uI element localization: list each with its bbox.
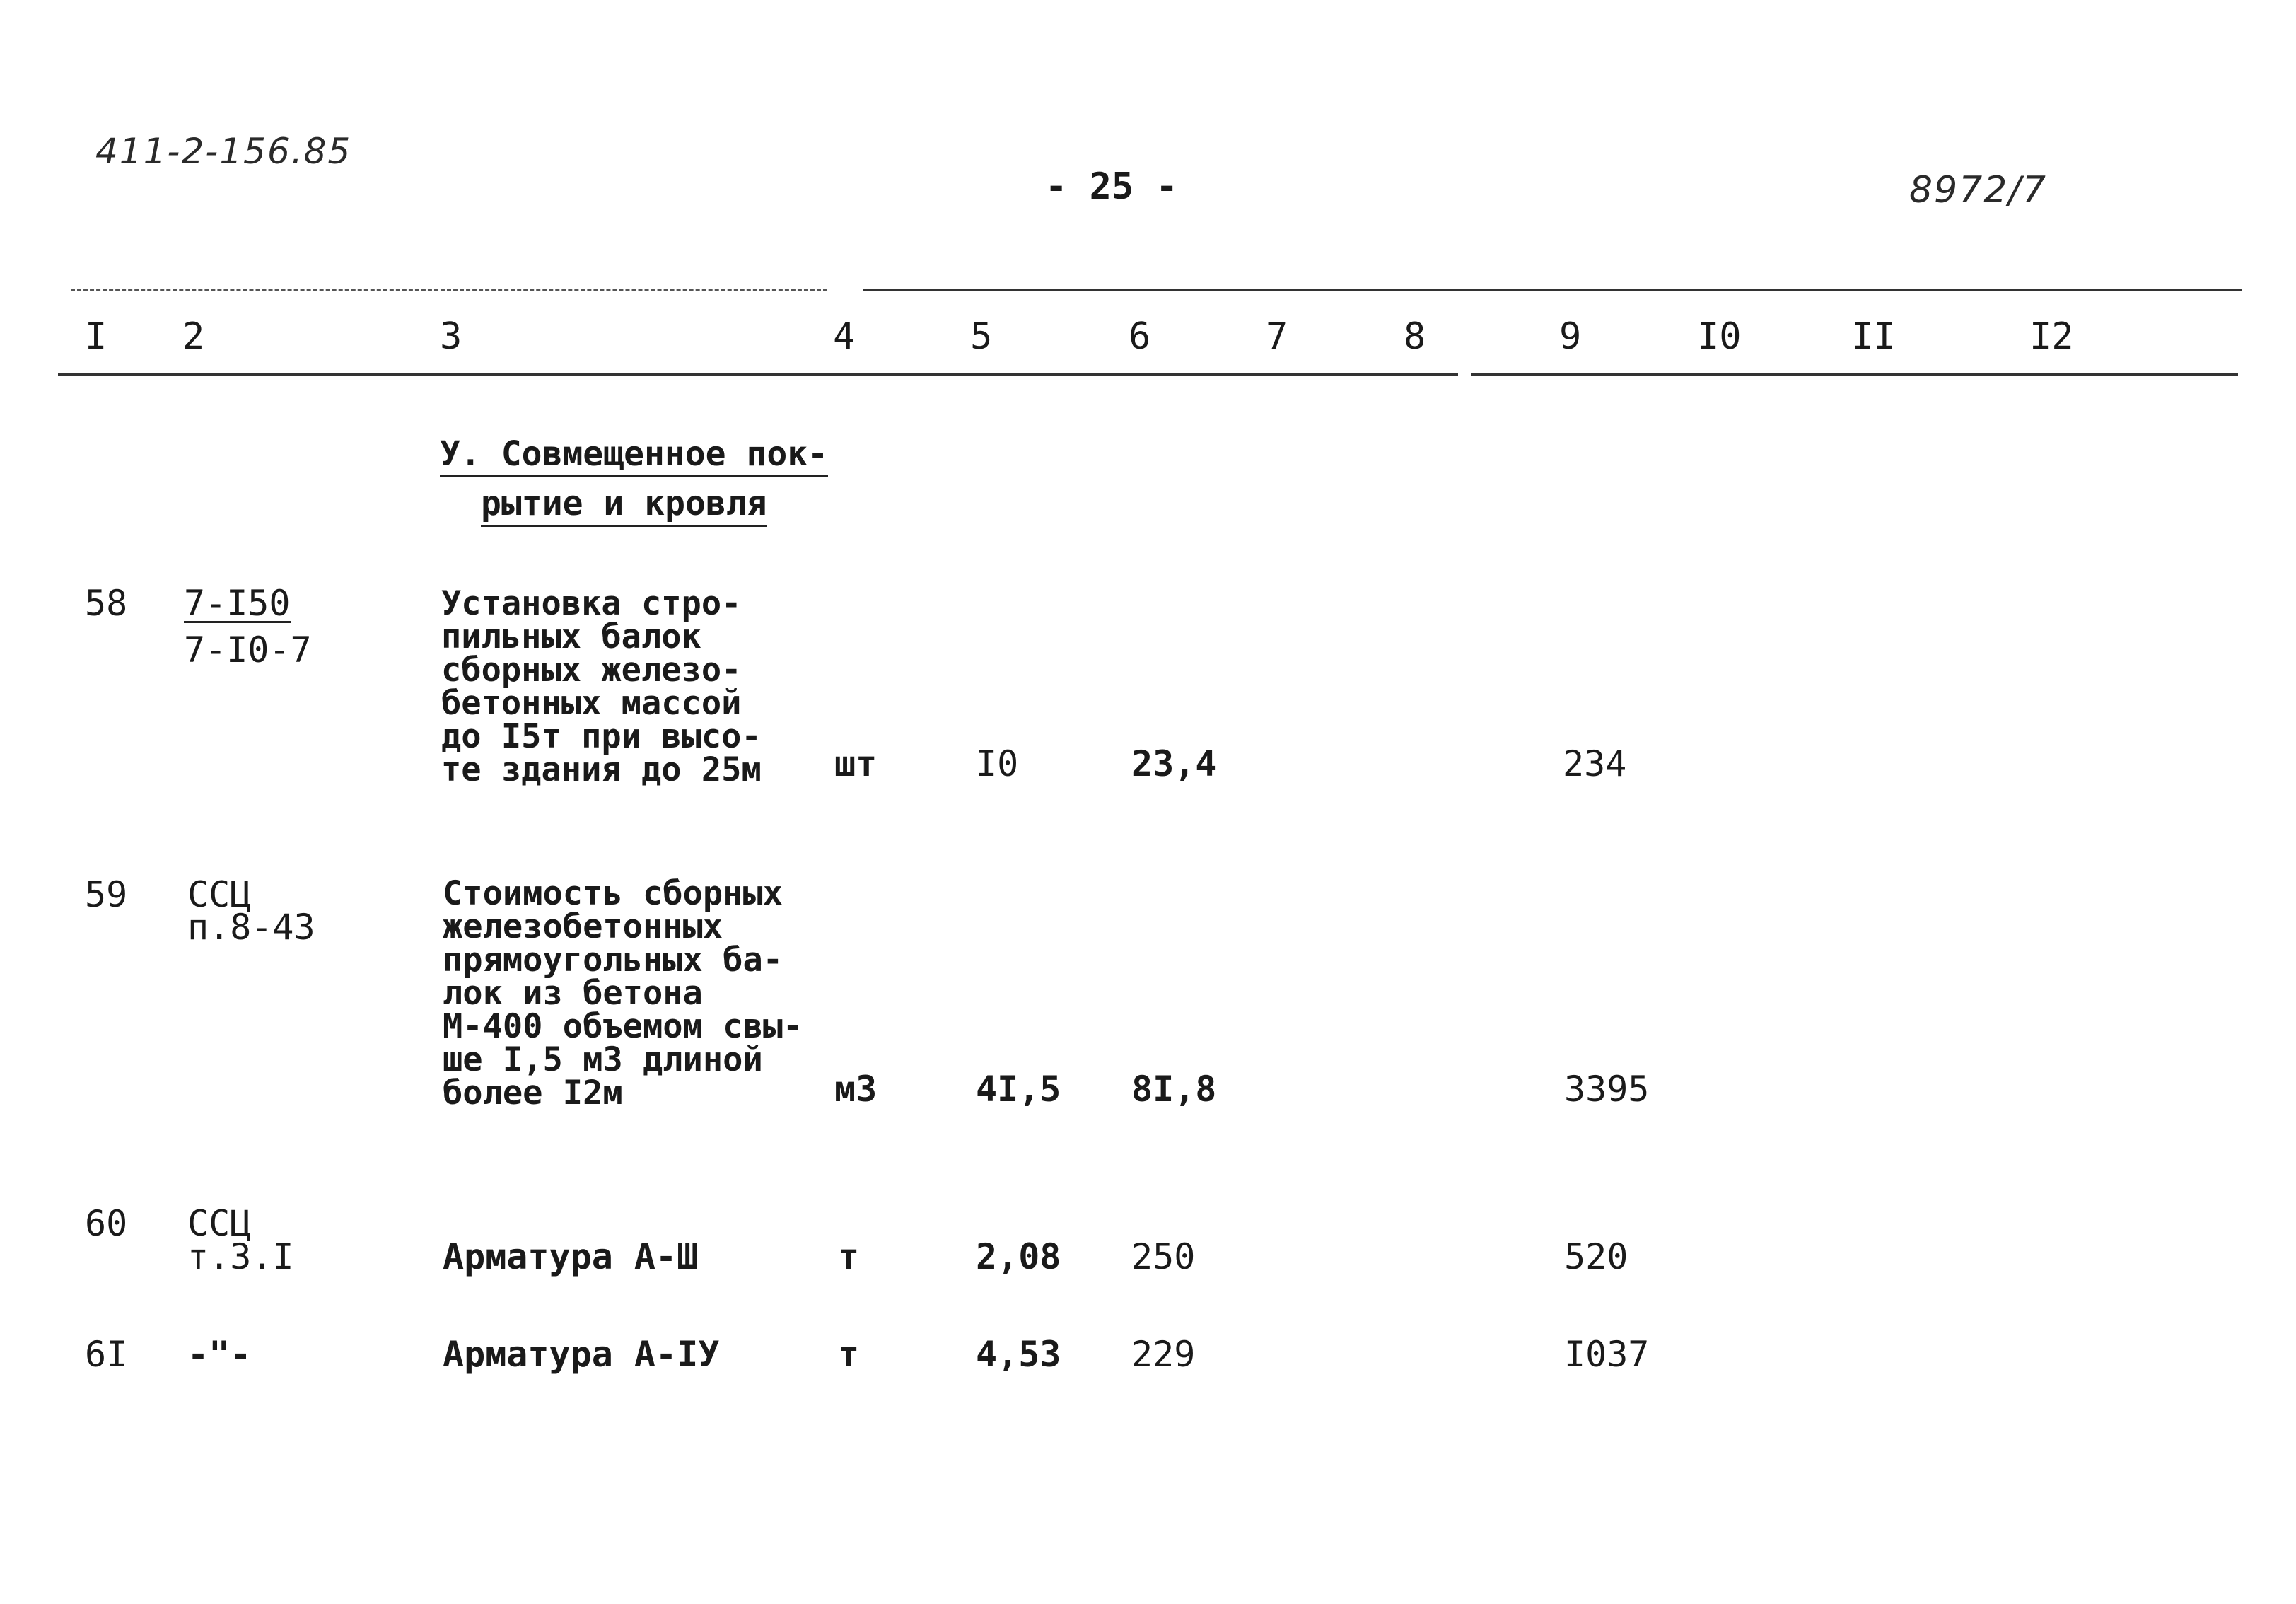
row-total: 520: [1564, 1236, 1628, 1277]
row-code-line1: ССЦ: [187, 874, 252, 915]
row-price: 23,4: [1131, 743, 1217, 784]
column-header-9: 9: [1559, 315, 1582, 358]
row-total: 3395: [1564, 1069, 1650, 1110]
row-code-line1: ССЦ: [187, 1203, 252, 1244]
header-bottom-rule-right: [1471, 373, 2238, 376]
row-total: I037: [1564, 1334, 1650, 1375]
row-quantity: 2,08: [976, 1236, 1061, 1277]
row-unit: м3: [834, 1069, 878, 1110]
header-bottom-rule-left: [58, 373, 1458, 376]
row-number: 59: [85, 874, 128, 915]
row-code-line1: 7-I50: [184, 583, 291, 624]
top-rule-right: [863, 289, 2242, 291]
page-number: - 25 -: [1045, 165, 1178, 208]
row-unit: шт: [834, 743, 878, 784]
column-header-2: 2: [182, 315, 205, 358]
column-header-11: II: [1851, 315, 1896, 358]
row-code-line2: п.8-43: [187, 907, 315, 948]
row-quantity: 4I,5: [976, 1069, 1061, 1110]
column-header-10: I0: [1697, 315, 1742, 358]
column-header-7: 7: [1266, 315, 1288, 358]
row-price: 250: [1131, 1236, 1196, 1277]
column-header-6: 6: [1129, 315, 1151, 358]
row-code-line2: 7-I0-7: [184, 629, 312, 670]
row-code-line2: т.3.I: [187, 1236, 294, 1277]
row-number: 58: [85, 583, 128, 624]
row-number: 60: [85, 1203, 128, 1244]
row-number: 6I: [85, 1334, 128, 1375]
column-header-8: 8: [1404, 315, 1426, 358]
row-total: 234: [1563, 743, 1627, 784]
row-description: Арматура А-Ш: [443, 1236, 699, 1277]
row-quantity: 4,53: [976, 1334, 1061, 1375]
row-description: Арматура А-IУ: [443, 1334, 720, 1375]
column-header-1: I: [85, 315, 107, 358]
column-header-3: 3: [440, 315, 462, 358]
sheet-code: 8972/7: [1909, 169, 2047, 211]
row-price: 8I,8: [1131, 1069, 1217, 1110]
column-header-5: 5: [970, 315, 993, 358]
row-code-line1: -"-: [187, 1334, 252, 1375]
row-unit: т: [838, 1334, 860, 1375]
section-title-line1: У. Совмещенное пок-: [440, 437, 828, 471]
top-rule-left: [71, 289, 827, 291]
column-header-4: 4: [833, 315, 856, 358]
document-code: 411-2-156.85: [95, 131, 352, 172]
row-unit: т: [838, 1236, 860, 1277]
row-price: 229: [1131, 1334, 1196, 1375]
section-title-line2: рытие и кровля: [481, 487, 767, 521]
row-quantity: I0: [976, 743, 1019, 784]
row-description: Установка стро- пильных балок сборных железо- бетонных массой до I5т при высо- те здания до 25м: [441, 584, 762, 789]
column-header-12: I2: [2029, 315, 2074, 358]
row-description: Стоимость сборных железобетонных прямоугольных ба- лок из бетона М-400 объемом свы- ше I,5 м3 длиной более I2м: [443, 874, 803, 1112]
